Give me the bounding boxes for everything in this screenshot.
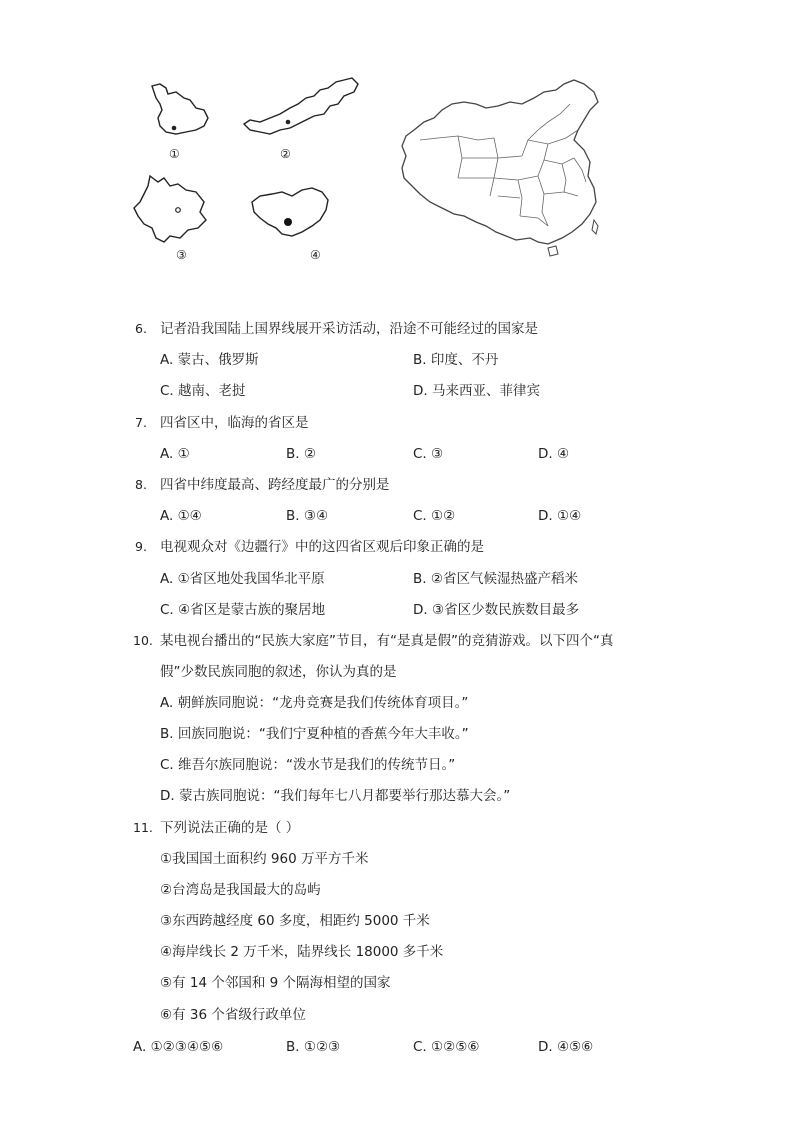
province-3-label: ③ — [176, 248, 187, 262]
statement-2: ②台湾岛是我国最大的岛屿 — [160, 882, 321, 898]
option-6b: B. 印度、不丹 — [413, 352, 499, 368]
question-number: 10. — [133, 633, 153, 648]
statement-4: ④海岸线长 2 万千米，陆界线长 18000 多千米 — [160, 944, 444, 960]
option-6a: A. 蒙古、俄罗斯 — [160, 352, 259, 368]
question-10-stem-line2: 假”少数民族同胞的叙述，你认为真的是 — [160, 664, 397, 680]
province-4-label: ④ — [310, 248, 321, 262]
option-6c: C. 越南、老挝 — [160, 383, 246, 399]
statement-6: ⑥有 36 个省级行政单位 — [160, 1007, 306, 1023]
option-10d: D. 蒙古族同胞说：“我们每年七八月都要举行那达慕大会。” — [160, 788, 511, 804]
question-stem: 下列说法正确的是（ ） — [160, 820, 300, 836]
statement-1: ①我国国土面积约 960 万平方千米 — [160, 851, 369, 867]
province-4-outline — [246, 182, 338, 240]
question-number: 7. — [135, 415, 147, 430]
question-stem: 记者沿我国陆上国界线展开采访活动，沿途不可能经过的国家是 — [160, 321, 538, 337]
question-6 — [135, 320, 538, 338]
question-11 — [133, 819, 300, 837]
option-11a: A. ①②③④⑤⑥ — [133, 1039, 224, 1055]
question-number: 8. — [135, 477, 147, 492]
province-1-label: ① — [169, 147, 180, 161]
option-11b: B. ①②③ — [286, 1039, 341, 1055]
question-8 — [135, 476, 390, 494]
option-8d: D. ①④ — [538, 508, 582, 524]
question-number: 6. — [135, 321, 147, 336]
question-7 — [135, 414, 309, 432]
option-7c: C. ③ — [413, 446, 444, 462]
question-number: 11. — [133, 820, 153, 835]
province-2-label: ② — [280, 147, 291, 161]
statement-3: ③东西跨越经度 60 多度，相距约 5000 千米 — [160, 913, 430, 929]
option-10a: A. 朝鲜族同胞说：“龙舟竞赛是我们传统体育项目。” — [160, 695, 469, 711]
province-3-outline — [130, 172, 214, 246]
question-9 — [135, 538, 484, 556]
province-1-outline — [146, 80, 216, 140]
question-stem-line1: 某电视台播出的“民族大家庭”节目，有“是真是假”的竞猜游戏。以下四个“真 — [160, 633, 614, 649]
question-10 — [133, 632, 614, 650]
question-number: 9. — [135, 539, 147, 554]
option-6d: D. 马来西亚、菲律宾 — [413, 383, 540, 399]
option-11d: D. ④⑤⑥ — [538, 1039, 594, 1055]
option-10c: C. 维吾尔族同胞说：“泼水节是我们的传统节日。” — [160, 757, 456, 773]
option-9b: B. ②省区气候湿热盛产稻米 — [413, 571, 578, 587]
province-2-outline — [240, 74, 362, 144]
option-9c: C. ④省区是蒙古族的聚居地 — [160, 602, 326, 618]
option-10b: B. 回族同胞说：“我们宁夏种植的香蕉今年大丰收。” — [160, 726, 469, 742]
option-8a: A. ①④ — [160, 508, 202, 524]
option-7d: D. ④ — [538, 446, 570, 462]
option-11c: C. ①②⑤⑥ — [413, 1039, 480, 1055]
china-map-outline — [398, 74, 604, 262]
option-8b: B. ③④ — [286, 508, 329, 524]
question-stem: 电视观众对《边疆行》中的这四省区观后印象正确的是 — [160, 539, 484, 555]
question-stem: 四省区中，临海的省区是 — [160, 415, 309, 431]
option-8c: C. ①② — [413, 508, 456, 524]
option-9d: D. ③省区少数民族数目最多 — [413, 602, 580, 618]
question-stem: 四省中纬度最高、跨经度最广的分别是 — [160, 477, 390, 493]
option-7b: B. ② — [286, 446, 316, 462]
option-7a: A. ① — [160, 446, 190, 462]
option-9a: A. ①省区地处我国华北平原 — [160, 571, 325, 587]
statement-5: ⑤有 14 个邻国和 9 个隔海相望的国家 — [160, 975, 391, 991]
